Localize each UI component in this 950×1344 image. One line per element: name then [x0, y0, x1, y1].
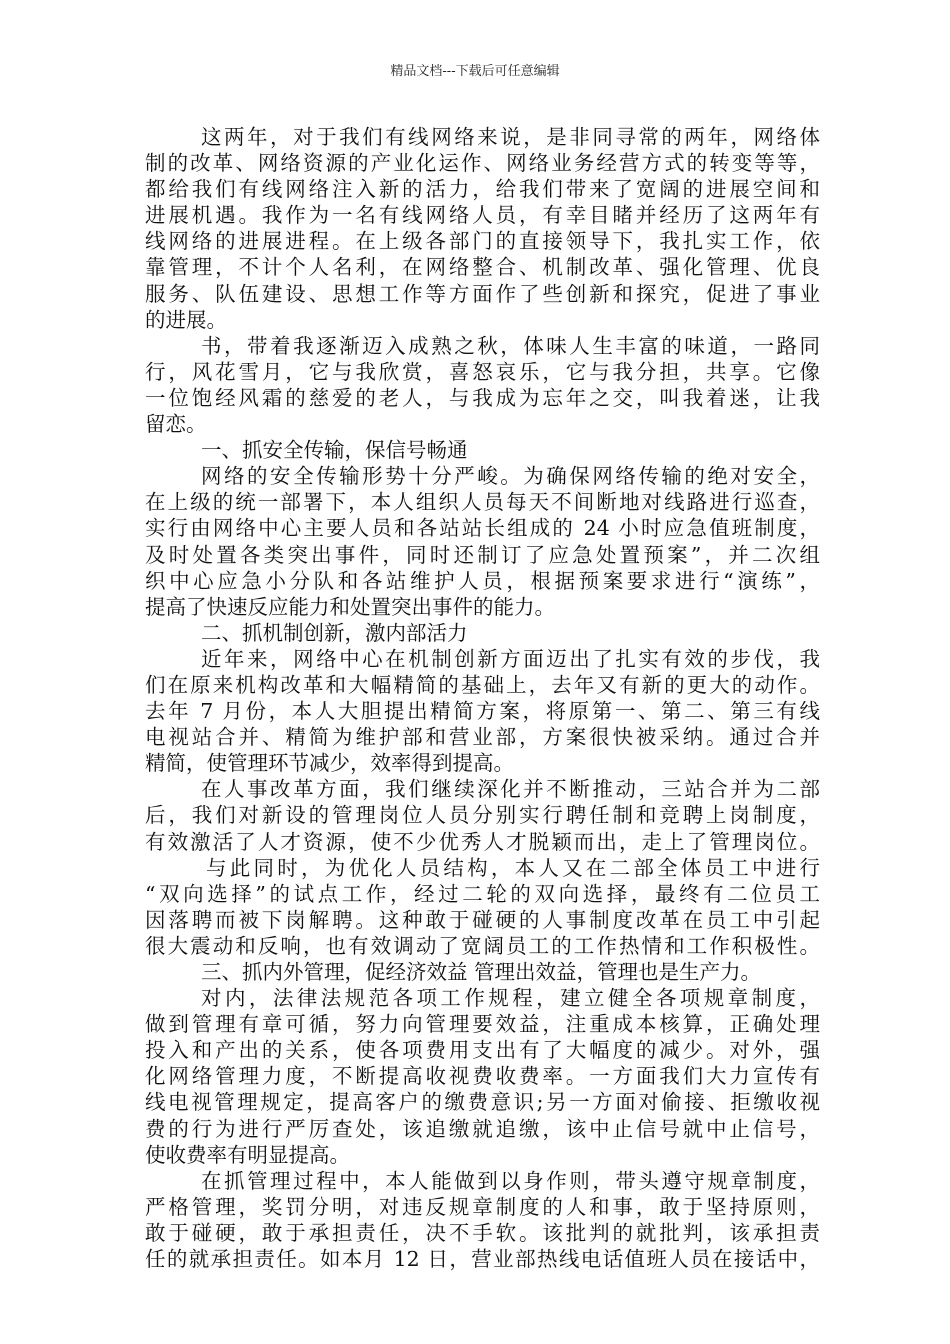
- text-line: 一位饱经风霜的慈爱的老人，与我成为忘年之交，叫我着迷，让我: [145, 385, 820, 410]
- text-line: 因落聘而被下岗解聘。这种敢于碰硬的人事制度改革在员工中引起: [145, 907, 820, 932]
- text-line: 二、抓机制创新，激内部活力: [201, 620, 468, 645]
- text-line: 对内，法律法规范各项工作规程，建立健全各项规章制度，: [201, 986, 820, 1011]
- text-line: 行，风花雪月，它与我欣赏，喜怒哀乐，它与我分担，共享。它像: [145, 359, 820, 384]
- text-line: 服务、队伍建设、思想工作等方面作了些创新和探究，促进了事业: [145, 281, 820, 306]
- text-line: 去年 7 月份，本人大胆提出精简方案，将原第一、第二、第三有线: [145, 699, 820, 724]
- text-line: 书，带着我逐渐迈入成熟之秋，体味人生丰富的味道，一路同: [201, 333, 820, 358]
- text-line: 在上级的统一部署下，本人组织人员每天不间断地对线路进行巡查，: [145, 490, 820, 515]
- text-line: 在抓管理过程中，本人能做到以身作则，带头遵守规章制度，: [201, 1168, 820, 1193]
- text-line: 后，我们对新设的管理岗位人员分别实行聘任制和竞聘上岗制度，: [145, 803, 820, 828]
- text-line: 在人事改革方面，我们继续深化并不断推动，三站合并为二部: [201, 777, 820, 802]
- text-line: 很大震动和反响，也有效调动了宽阔员工的工作热情和工作积极性。: [145, 933, 820, 958]
- text-line: 做到管理有章可循，努力向管理要效益，注重成本核算，正确处理: [145, 1012, 820, 1037]
- text-line: 投入和产出的关系，使各项费用支出有了大幅度的减少。对外，强: [145, 1038, 820, 1063]
- text-line: 网络的安全传输形势十分严峻。为确保网络传输的绝对安全，: [201, 464, 820, 489]
- text-line: 这两年，对于我们有线网络来说，是非同寻常的两年，网络体: [201, 125, 820, 149]
- text-line: 及时处置各类突出事件，同时还制订了应急处置预案”，并二次组: [145, 542, 820, 567]
- text-line: 实行由网络中心主要人员和各站站长组成的 24 小时应急值班制度，: [145, 516, 820, 541]
- text-line: 提高了快速反应能力和处置突出事件的能力。: [145, 594, 555, 619]
- text-line: 的进展。: [145, 307, 227, 332]
- text-line: “双向选择”的试点工作，经过二轮的双向选择，最终有二位员工: [145, 881, 820, 906]
- text-line: 电视站合并、精简为维护部和营业部，方案很快被采纳。通过合并: [145, 725, 820, 750]
- text-line: 精简，使管理环节减少，效率得到提高。: [145, 751, 514, 776]
- text-line: 近年来，网络中心在机制创新方面迈出了扎实有效的步伐，我: [201, 646, 820, 671]
- text-line: 任的就承担责任。如本月 12 日，营业部热线电话值班人员在接话中，: [145, 1247, 820, 1272]
- text-line: 们在原来机构改革和大幅精简的基础上，去年又有新的更大的动作。: [145, 672, 820, 697]
- text-line: 进展机遇。我作为一名有线网络人员，有幸目睹并经历了这两年有: [145, 203, 820, 228]
- text-line: 化网络管理力度，不断提高收视费收费率。一方面我们大力宣传有: [145, 1064, 820, 1089]
- text-line: 与此同时，为优化人员结构，本人又在二部全体员工中进行: [206, 855, 820, 880]
- text-line: 有效激活了人才资源，使不少优秀人才脱颖而出，走上了管理岗位。: [145, 829, 820, 854]
- text-line: 严格管理，奖罚分明，对违反规章制度的人和事，敢于坚持原则，: [145, 1194, 820, 1219]
- text-line: 靠管理，不计个人名利，在网络整合、机制改革、强化管理、优良: [145, 255, 820, 280]
- text-line: 都给我们有线网络注入新的活力，给我们带来了宽阔的进展空间和: [145, 177, 820, 202]
- text-line: 线电视管理规定，提高客户的缴费意识;另一方面对偷接、拒缴收视: [145, 1090, 820, 1115]
- page-header: 精品文档---下载后可任意编辑: [390, 64, 560, 79]
- text-line: 留恋。: [145, 412, 207, 437]
- text-line: 三、抓内外管理，促经济效益 管理出效益，管理也是生产力。: [201, 960, 762, 984]
- text-line: 一、抓安全传输，保信号畅通: [201, 438, 468, 463]
- text-line: 制的改革、网络资源的产业化运作、网络业务经营方式的转变等等，: [145, 151, 820, 176]
- text-line: 线网络的进展进程。在上级各部门的直接领导下，我扎实工作，依: [145, 229, 820, 254]
- text-line: 费的行为进行严厉查处，该追缴就追缴，该中止信号就中止信号，: [145, 1116, 820, 1141]
- document-body: [145, 124, 820, 1272]
- text-line: 使收费率有明显提高。: [145, 1142, 350, 1167]
- text-line: 织中心应急小分队和各站维护人员，根据预案要求进行“演练”，: [145, 568, 820, 593]
- text-line: 敢于碰硬，敢于承担责任，决不手软。该批判的就批判，该承担责: [145, 1220, 820, 1245]
